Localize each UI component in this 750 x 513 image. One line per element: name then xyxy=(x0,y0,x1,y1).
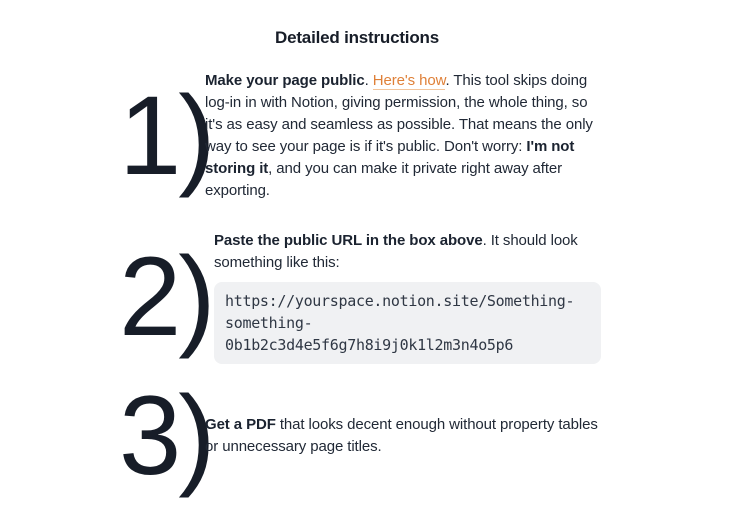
step-1 xyxy=(113,70,601,202)
step-2-content xyxy=(205,230,601,364)
step-2-text xyxy=(214,230,601,274)
code-line-1: https://yourspace.notion.site/Something- xyxy=(225,292,575,310)
bold-make-your-page-public: Make your page public xyxy=(205,72,365,89)
bold-get-a-pdf: Get a PDF xyxy=(205,416,276,433)
text-segment: . This tool skips doing log-in in with Notion, giving permission, the whole thing, so it's as easy and seamless as possible. That means the only way to see your page is if it's public. Don't worry: xyxy=(205,72,593,155)
heres-how-link[interactable]: Here's how xyxy=(372,72,446,89)
step-2-number: 2) xyxy=(119,234,213,359)
step-3-number: 3) xyxy=(119,373,213,498)
instructions-section xyxy=(113,0,601,498)
step-3-text xyxy=(205,414,601,458)
step-2 xyxy=(113,230,601,364)
step-3 xyxy=(113,373,601,498)
text-segment: , and you can make it private right away after exporting. xyxy=(205,160,563,199)
step-1-text xyxy=(205,70,601,202)
step-1-content xyxy=(205,70,601,202)
bold-paste-public-url: Paste the public URL in the box above xyxy=(214,232,483,249)
bold-im-not-storing-it: I'm not storing it xyxy=(205,138,575,177)
step-3-content xyxy=(205,414,601,458)
code-line-2: something- xyxy=(225,314,313,332)
example-url-codeblock xyxy=(214,282,601,364)
code-line-3: 0b1b2c3d4e5f6g7h8i9j0k1l2m3n4o5p6 xyxy=(225,336,514,354)
text-segment: . It should look something like this: xyxy=(214,232,578,271)
text-segment: . xyxy=(364,72,373,89)
step-1-number: 1) xyxy=(119,73,213,198)
section-title: Detailed instructions xyxy=(275,28,439,47)
text-segment: that looks decent enough without property tables or unnecessary page titles. xyxy=(205,416,598,455)
